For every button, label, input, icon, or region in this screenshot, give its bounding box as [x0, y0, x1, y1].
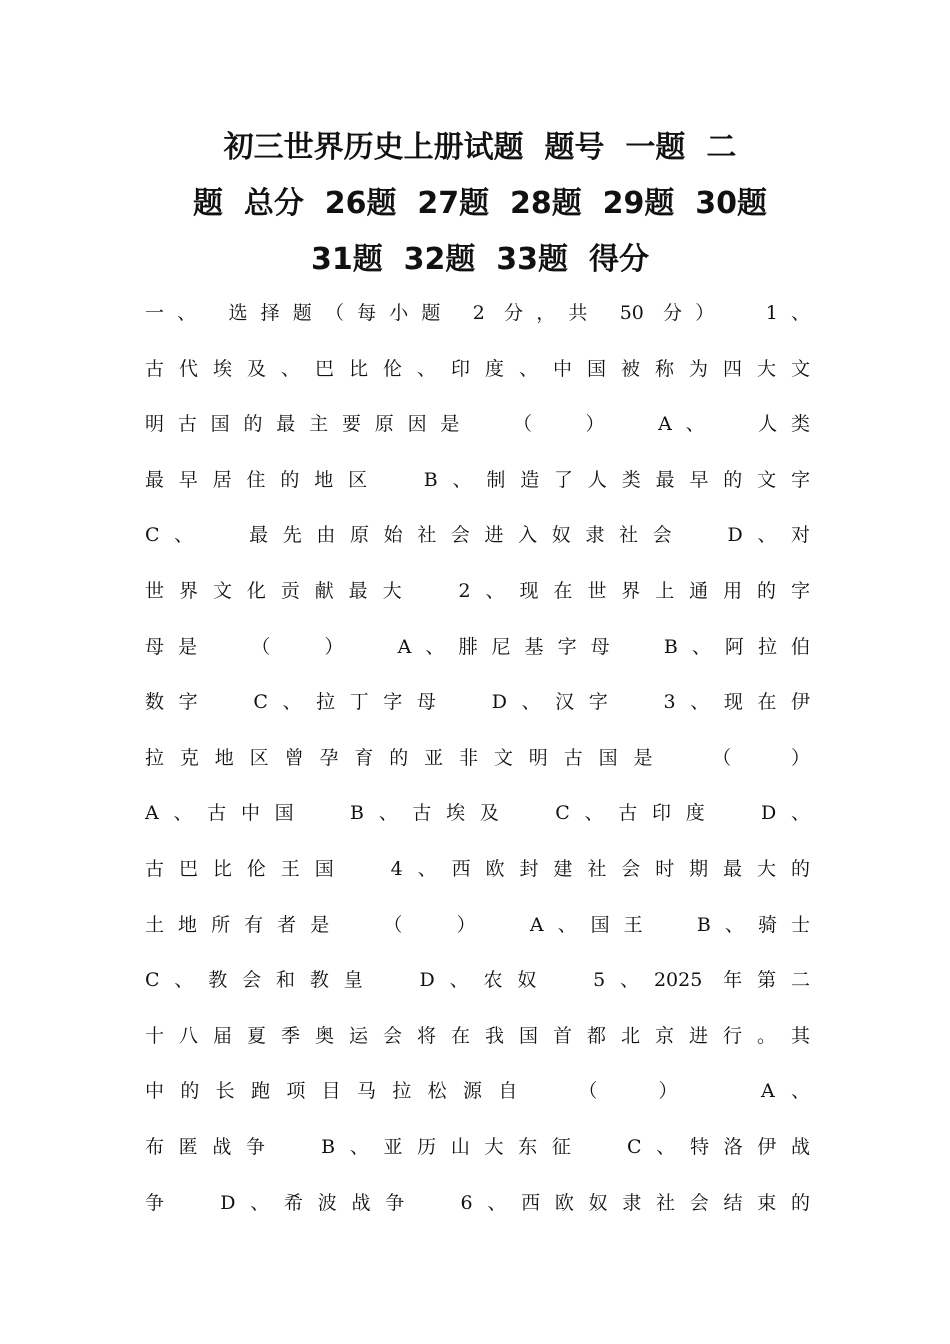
document-title [145, 120, 815, 288]
title-line-2: 题 总分 26题 27题 28题 29题 30题 [192, 186, 768, 221]
body-line: 争 D、希波战争 6、西欧奴隶社会结束的 [145, 1191, 810, 1214]
document-body [145, 286, 810, 1231]
body-line: C、 最先由原始社会进入奴隶社会 D、对 [145, 524, 810, 547]
body-line: 明古国的最主要原因是 （ ） A、 人类 [145, 413, 810, 436]
body-line: 古巴比伦王国 4、西欧封建社会时期最大的 [145, 857, 810, 880]
body-line: 一、 选择题（每小题 2 分，共 50 分） 1、 [145, 302, 810, 324]
body-line: 世界文化贡献最大 2、现在世界上通用的字 [145, 579, 810, 602]
body-line: 拉克地区曾孕育的亚非文明古国是 （ ） [145, 746, 810, 769]
body-line: C、教会和教皇 D、农奴 5、2025 年第二 [145, 969, 810, 992]
body-line: 布匿战争 B、亚历山大东征 C、特洛伊战 [145, 1135, 810, 1158]
body-line: 最早居住的地区 B、制造了人类最早的文字 [145, 468, 810, 491]
body-line: 数字 C、拉丁字母 D、汉字 3、现在伊 [145, 691, 810, 714]
body-line: 土地所有者是 （ ） A、国王 B、骑士 [145, 913, 810, 936]
body-line: 十八届夏季奥运会将在我国首都北京进行。其 [145, 1024, 810, 1047]
body-line: 古代埃及、巴比伦、印度、中国被称为四大文 [145, 357, 810, 380]
title-line-3: 31题 32题 33题 得分 [311, 242, 649, 277]
body-line: 中的长跑项目马拉松源自 （ ） A、 [145, 1080, 810, 1103]
body-line: 母是 （ ） A、腓尼基字母 B、阿拉伯 [145, 635, 810, 658]
body-line: A、古中国 B、古埃及 C、古印度 D、 [145, 802, 810, 825]
title-line-1: 初三世界历史上册试题 题号 一题 二 [223, 130, 737, 165]
